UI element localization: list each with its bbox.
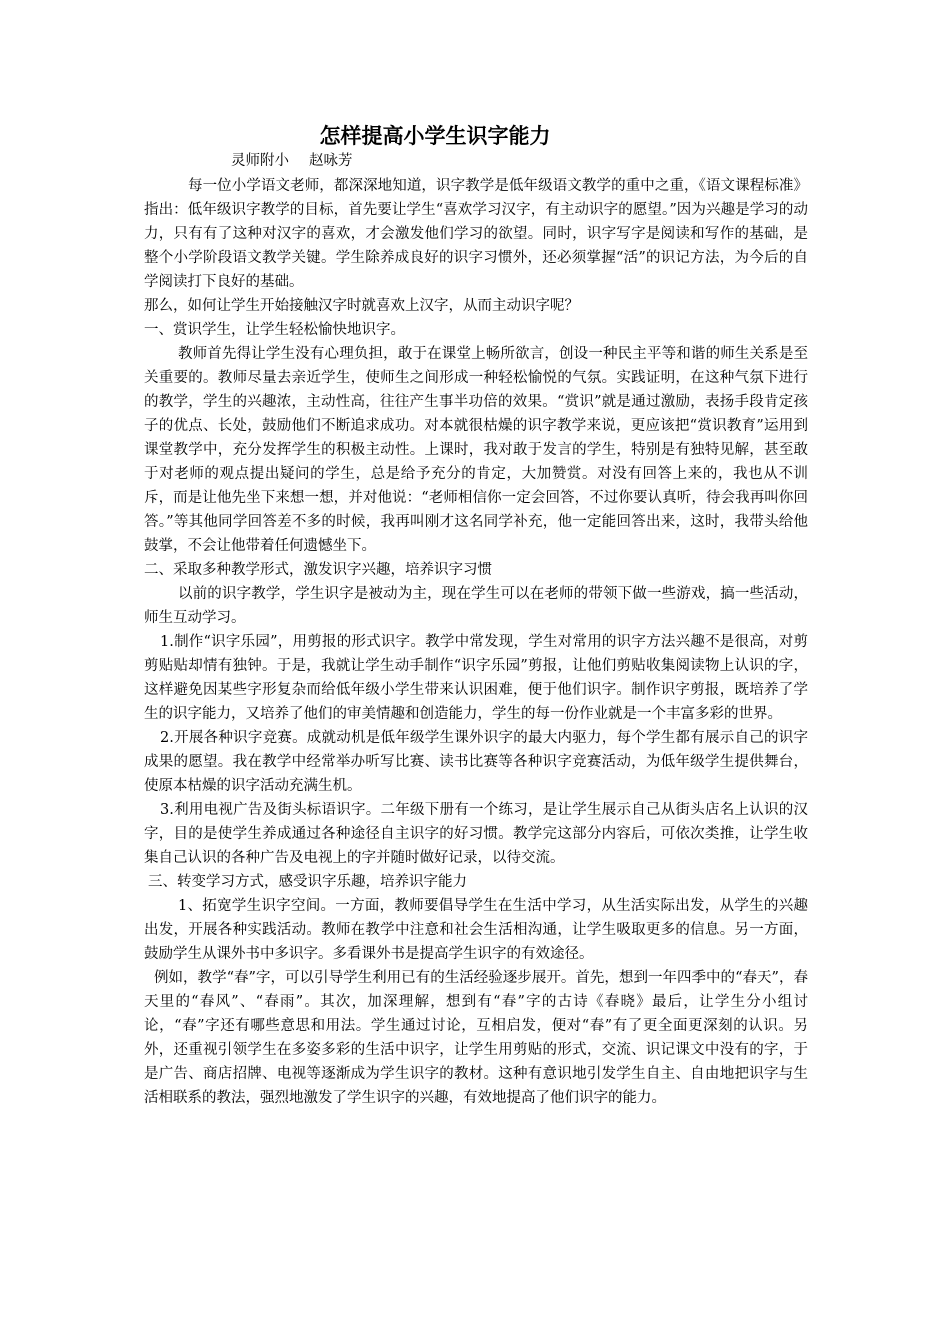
section-3-item-1: 1、拓宽学生识字空间。一方面，教师要倡导学生在生活中学习，从生活实际出发，从学生的兴趣出发，开展各种实践活动。教师在教学中注意和社会生活相沟通，让学生吸取更多的信息。另一方面，鼓励学生从课外书中多识字。多看课外书是提高学生识字的有效途径。 <box>144 898 808 962</box>
section-heading-3: 三、转变学习方式，感受识字乐趣，培养识字能力 <box>148 874 467 890</box>
section-3-example-paragraph: 例如，教学“春”字，可以引导学生利用已有的生活经验逐步展开。首先，想到一年四季中的“春天”，春天里的“春风”、“春雨”。其次，加深理解，想到有“春”字的古诗《春晓》最后，让学生分小组讨论，“春”字还有哪些意思和用法。学生通过讨论，互相启发，便对“春”有了更全面更深刻的认识。另外，还重视引领学生在多姿多彩的生活中识字，让学生用剪贴的形式，交流、识记课文中没有的字，于是广告、商店招牌、电视等逐渐成为学生识字的教材。这种有意识地引发学生自主、自由地把识字与生活相联系的教法，强烈地激发了学生识字的兴趣，有效地提高了他们识字的能力。 <box>144 970 808 1106</box>
section-2-item-3: 3.利用电视广告及街头标语识字。二年级下册有一个练习，是让学生展示自己从街头店名上认识的汉字，目的是使学生养成通过各种途径自主识字的好习惯。教学完这部分内容后，可依次类推，让学生收集自己认识的各种广告及电视上的字并随时做好记录，以待交流。 <box>144 802 808 866</box>
document-title: 怎样提高小学生识字能力 <box>319 123 551 148</box>
document-body <box>144 174 808 1110</box>
section-2-item-2: 2.开展各种识字竞赛。成就动机是低年级学生课外识字的最大内驱力，每个学生都有展示自己的识字成果的愿望。我在教学中经常举办听写比赛、读书比赛等各种识字竞赛活动，为低年级学生提供舞台，使原本枯燥的识字活动充满生机。 <box>144 730 808 794</box>
author-school: 灵师附小 <box>231 153 289 169</box>
section-1-paragraph: 教师首先得让学生没有心理负担，敢于在课堂上畅所欲言，创设一种民主平等和谐的师生关系是至关重要的。教师尽量去亲近学生，使师生之间形成一种轻松愉悦的气氛。实践证明，在这种气氛下进行的教学，学生的兴趣浓，主动性高，往往产生事半功倍的效果。“赏识”就是通过激励，表扬手段肯定孩子的优点、长处，鼓励他们不断追求成功。对本就很枯燥的识字教学来说，更应该把“赏识教育”运用到课堂教学中，充分发挥学生的积极主动性。上课时，我对敢于发言的学生，特别是有独特见解，甚至敢于对老师的观点提出疑问的学生，总是给予充分的肯定，大加赞赏。对没有回答上来的，我也从不训斥，而是让他先坐下来想一想，并对他说：“老师相信你一定会回答，不过你要认真听，待会我再叫你回答。”等其他同学回答差不多的时候，我再叫刚才这名同学补充，他一定能回答出来，这时，我带头给他鼓掌，不会让他带着任何遗憾坐下。 <box>144 346 808 554</box>
question-paragraph: 那么，如何让学生开始接触汉字时就喜欢上汉字，从而主动识字呢？ <box>144 298 579 314</box>
author-line <box>231 151 353 171</box>
section-heading-2: 二、采取多种教学形式，激发识字兴趣，培养识字习惯 <box>144 562 492 578</box>
intro-paragraph: 每一位小学语文老师，都深深地知道，识字教学是低年级语文教学的重中之重，《语文课程标准》指出：低年级识字教学的目标，首先要让学生“喜欢学习汉字，有主动识字的愿望。”因为兴趣是学习的动力，只有有了这种对汉字的喜欢，才会激发他们学习的欲望。同时，识字写字是阅读和写作的基础，是整个小学阶段语文教学关键。学生除养成良好的识字习惯外，还必须掌握“活”的识记方法，为今后的自学阅读打下良好的基础。 <box>144 178 808 290</box>
section-heading-1: 一、赏识学生，让学生轻松愉快地识字。 <box>144 322 405 338</box>
author-name: 赵咏芳 <box>309 153 353 169</box>
section-2-intro-paragraph: 以前的识字教学，学生识字是被动为主，现在学生可以在老师的带领下做一些游戏，搞一些活动，师生互动学习。 <box>144 586 808 626</box>
section-2-item-1: 1.制作“识字乐园”，用剪报的形式识字。教学中常发现，学生对常用的识字方法兴趣不是很高，对剪剪贴贴却情有独钟。于是，我就让学生动手制作“识字乐园”剪报，让他们剪贴收集阅读物上认识的字，这样避免因某些字形复杂而给低年级小学生带来认识困难，便于他们识字。制作识字剪报，既培养了学生的识字能力，又培养了他们的审美情趣和创造能力，学生的每一份作业就是一个丰富多彩的世界。 <box>144 634 808 722</box>
